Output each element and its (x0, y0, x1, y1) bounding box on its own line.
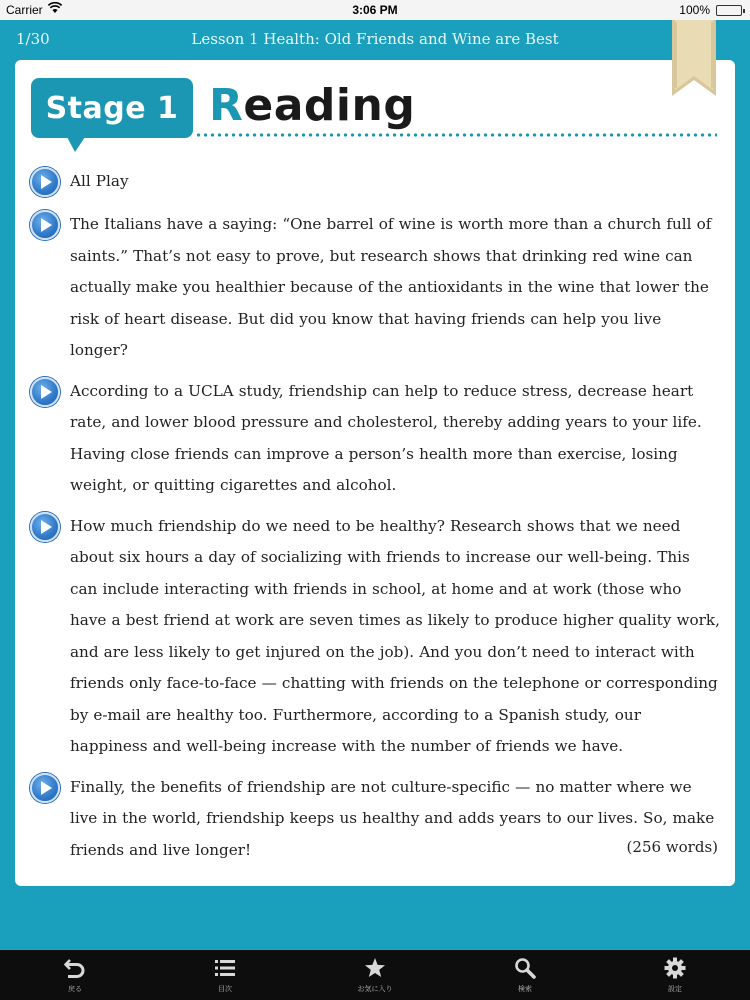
tab-favorites-label: お気に入り (357, 985, 393, 993)
play-icon (41, 385, 52, 399)
paragraph-4-text: Finally, the benefits of friendship are not culture-specific — no matter where we live in the world, friendship keeps us healthy and adds years to our lives. So, make friends and live longer! (70, 777, 715, 859)
paragraph-1-text: The Italians have a saying: “One barrel of wine is worth more than a church full of saints.” That’s not easy to prove, but research shows that drinking red wine can actually make you healthier because of the antioxidants in the wine that lower the risk of heart disease. But did you know that having friends can help you live longer? (70, 215, 712, 359)
paragraph-2 (30, 376, 720, 502)
battery-percent: 100% (679, 3, 710, 17)
tab-settings[interactable] (600, 950, 750, 1000)
back-icon (64, 957, 86, 979)
carrier-label: Carrier (6, 3, 43, 17)
tab-back-label: 戻る (68, 985, 82, 993)
tab-settings-label: 設定 (668, 985, 682, 993)
all-play-row[interactable] (30, 166, 720, 209)
tab-search[interactable] (450, 950, 600, 1000)
tab-search-label: 検索 (518, 985, 532, 993)
list-icon (214, 957, 236, 979)
tab-bar (0, 950, 750, 1000)
tab-back[interactable] (0, 950, 150, 1000)
paragraph-1 (30, 209, 720, 367)
search-icon (514, 957, 536, 979)
play-paragraph-1-button[interactable] (30, 210, 60, 240)
stage-badge (31, 78, 193, 138)
play-paragraph-3-button[interactable] (30, 512, 60, 542)
lesson-header (0, 20, 750, 58)
dotted-divider (195, 133, 717, 137)
word-count: (256 words) (626, 838, 718, 856)
play-icon (41, 520, 52, 534)
paragraph-3 (30, 511, 720, 763)
bookmark-ribbon-icon[interactable] (672, 20, 716, 96)
paragraph-3-text: How much friendship do we need to be healthy? Research shows that we need about six hours a day of socializing with friends to increase our well-being. This can include interacting with friends in school, at home and at work (those who have a best friend at work are seven times as likely to produce higher quality work, and are less likely to get injured on the job). And you don’t need to interact with friends only face-to-face — chatting with friends on the telephone or corresponding by e-mail are healthy too. Furthermore, according to a Spanish study, our happiness and well-being increase with the number of friends we have. (70, 516, 720, 755)
paragraph-list (30, 166, 720, 866)
page-counter: 1/30 (16, 30, 50, 48)
paragraph-2-text: According to a UCLA study, friendship can help to reduce stress, decrease heart rate, and lower blood pressure and cholesterol, thereby adding years to your life. Having close friends can improve a person’s health more than exercise, losing weight, or quitting cigarettes and alcohol. (70, 381, 702, 494)
clock: 3:06 PM (352, 3, 398, 17)
all-play-label: All Play (70, 172, 129, 190)
reading-card (15, 60, 735, 886)
status-bar (0, 0, 750, 20)
play-icon (41, 781, 52, 795)
paragraph-4 (30, 772, 720, 867)
play-paragraph-4-button[interactable] (30, 773, 60, 803)
tab-contents-label: 目次 (218, 985, 232, 993)
play-all-button[interactable] (30, 167, 60, 197)
star-icon (364, 957, 386, 979)
tab-contents[interactable] (150, 950, 300, 1000)
lesson-title: Lesson 1 Health: Old Friends and Wine are Best (191, 30, 559, 48)
gear-icon (664, 957, 686, 979)
section-title: Reading (209, 80, 416, 131)
stage-label: Stage 1 (45, 90, 179, 126)
battery-icon (716, 5, 742, 16)
play-paragraph-2-button[interactable] (30, 377, 60, 407)
tab-favorites[interactable] (300, 950, 450, 1000)
play-icon (41, 218, 52, 232)
play-icon (41, 175, 52, 189)
